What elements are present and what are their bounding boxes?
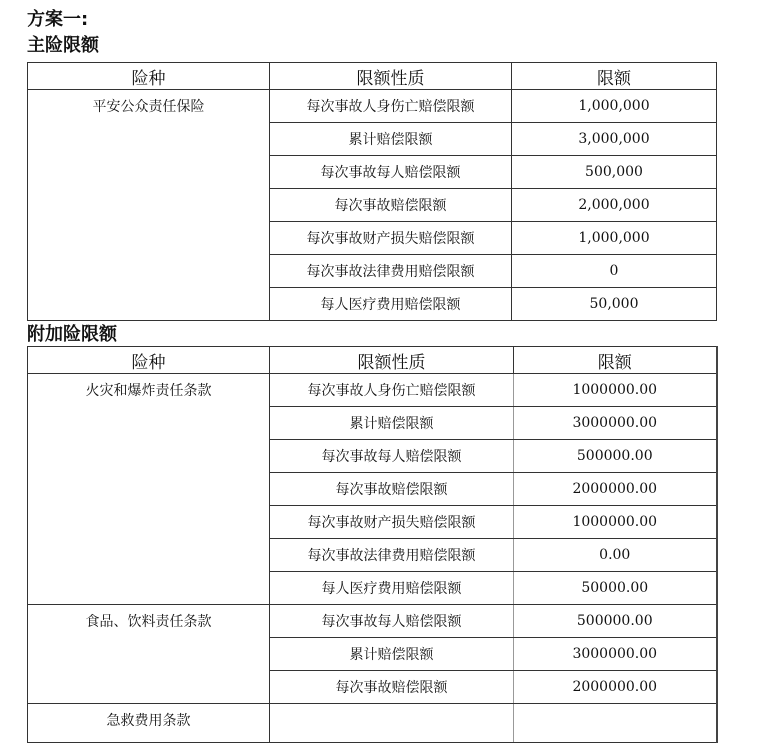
insurance-type-cell: 火灾和爆炸责任条款 [28,374,270,605]
limit-amount-cell: 500000.00 [514,440,717,473]
limit-amount-cell: 1,000,000 [512,222,717,255]
limit-amount-cell: 3,000,000 [512,123,717,156]
header-row [28,63,717,90]
limit-amount-cell [514,704,717,743]
limit-nature-cell: 每人医疗费用赔偿限额 [270,288,512,321]
limit-amount-cell: 3000000.00 [514,638,717,671]
limit-amount-cell: 2,000,000 [512,189,717,222]
limit-nature-cell: 每次事故赔偿限额 [270,189,512,222]
limit-amount-cell: 1000000.00 [514,506,717,539]
insurance-type-cell: 急救费用条款 [28,704,270,743]
limit-nature-cell: 每人医疗费用赔偿限额 [270,572,514,605]
limit-nature-cell: 累计赔偿限额 [270,407,514,440]
limit-amount-cell: 1000000.00 [514,374,717,407]
header-row [28,347,717,374]
additional-insurance-table [27,346,718,743]
limit-amount-cell: 0.00 [514,539,717,572]
limit-nature-cell: 累计赔偿限额 [270,123,512,156]
limit-nature-cell: 每次事故法律费用赔偿限额 [270,255,512,288]
header-insurance-type: 险种 [28,63,270,90]
insurance-type-cell: 平安公众责任保险 [28,90,270,321]
header-limit: 限额 [512,63,717,90]
limit-nature-cell: 每次事故每人赔偿限额 [270,156,512,189]
table-row [28,704,717,743]
header-limit: 限额 [514,347,717,374]
table-row [28,374,717,407]
limit-amount-cell: 2000000.00 [514,473,717,506]
limit-nature-cell [270,704,514,743]
limit-nature-cell: 每次事故财产损失赔偿限额 [270,222,512,255]
limit-amount-cell: 2000000.00 [514,671,717,704]
limit-amount-cell: 0 [512,255,717,288]
header-limit-nature: 限额性质 [270,347,514,374]
limit-nature-cell: 每次事故法律费用赔偿限额 [270,539,514,572]
limit-amount-cell: 3000000.00 [514,407,717,440]
limit-nature-cell: 每次事故赔偿限额 [270,473,514,506]
plan-title: 方案一: [27,9,89,30]
limit-nature-cell: 累计赔偿限额 [270,638,514,671]
limit-nature-cell: 每次事故人身伤亡赔偿限额 [270,90,512,123]
main-insurance-title: 主险限额 [27,35,99,56]
limit-amount-cell: 50,000 [512,288,717,321]
header-insurance-type: 险种 [28,347,270,374]
limit-amount-cell: 500,000 [512,156,717,189]
limit-nature-cell: 每次事故每人赔偿限额 [270,605,514,638]
table-row [28,90,717,123]
limit-nature-cell: 每次事故每人赔偿限额 [270,440,514,473]
limit-amount-cell: 1,000,000 [512,90,717,123]
limit-nature-cell: 每次事故赔偿限额 [270,671,514,704]
limit-nature-cell: 每次事故财产损失赔偿限额 [270,506,514,539]
additional-insurance-title: 附加险限额 [27,324,117,345]
header-limit-nature: 限额性质 [270,63,512,90]
limit-amount-cell: 500000.00 [514,605,717,638]
main-insurance-table [27,62,717,321]
limit-nature-cell: 每次事故人身伤亡赔偿限额 [270,374,514,407]
table-row [28,605,717,638]
limit-amount-cell: 50000.00 [514,572,717,605]
insurance-type-cell: 食品、饮料责任条款 [28,605,270,704]
